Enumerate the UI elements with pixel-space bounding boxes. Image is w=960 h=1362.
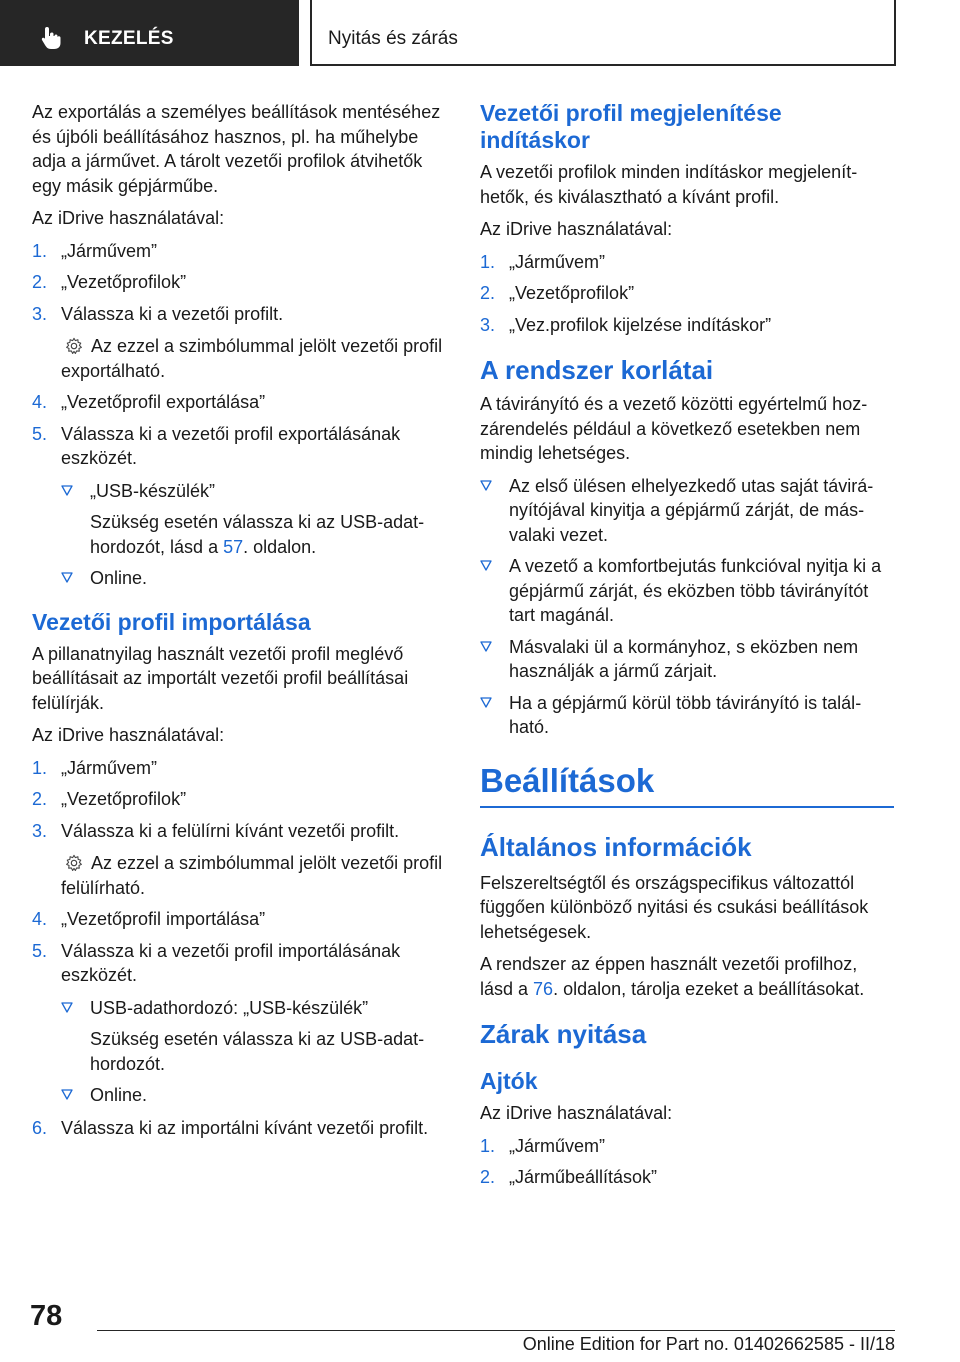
gear-icon	[65, 337, 83, 355]
list-item	[32, 939, 446, 988]
triangle-bullet-icon	[61, 485, 73, 497]
import-heading: Vezetői profil importálása	[32, 608, 311, 635]
import-steps-continued	[32, 907, 446, 988]
list-item	[480, 474, 894, 548]
step-text: „Vezetőprofil exportálása”	[61, 392, 266, 412]
section-tab[interactable]	[0, 0, 299, 66]
list-item	[61, 996, 446, 1077]
list-item	[480, 281, 894, 306]
triangle-bullet-icon	[61, 1002, 73, 1014]
step-text: „Járművem”	[509, 1135, 606, 1156]
triangle-bullet-icon	[480, 641, 492, 653]
list-item	[480, 554, 894, 628]
chapter-tab-label: Nyitás és zárás	[328, 28, 458, 49]
doors-idrive-label: Az iDrive használatával:	[480, 1103, 673, 1123]
limits-list	[480, 474, 894, 740]
list-item	[480, 1134, 894, 1159]
step-number: 2.	[32, 272, 48, 292]
step-number: 2.	[480, 1167, 496, 1187]
step-text: „Vez.profilok kijelzése indításkor”	[509, 314, 772, 335]
import-final-step	[32, 1116, 446, 1141]
settings-heading: Beállítások	[480, 762, 894, 808]
export-device-options	[32, 479, 446, 591]
step-number: 3.	[32, 820, 48, 841]
section-tab-label: KEZELÉS	[84, 28, 174, 49]
export-steps-continued	[32, 390, 446, 471]
step-number: 1.	[32, 757, 48, 778]
list-item	[480, 313, 894, 338]
bullet-text: Az első ülésen elhelyezkedő utas saját távirányítójával kinyitja a gépjármű zárját, de másvalaki vezet.	[509, 475, 874, 545]
option-text: Online.	[90, 1085, 148, 1105]
bullet-text: A vezető a komfortbejutás funkcióval nyitja ki a gépjármű zárját, és eközben több távirányítót tart magánál.	[509, 556, 882, 625]
list-item	[32, 239, 446, 264]
step-text: Válassza ki a vezetői profil exportálásának eszközét.	[61, 423, 401, 468]
note-text: Szükség esetén válassza ki az USB-adathordozót, lásd a	[90, 512, 425, 557]
footer-divider	[97, 1330, 895, 1331]
step-number: 4.	[32, 909, 48, 929]
general-p1: Felszereltségtől és országspecifikus változattól függően különböző nyitási és csukási beállítások lehetségesek.	[480, 872, 869, 942]
import-intro: A pillanatnyilag használt vezetői profil meglévő beállításait az importált vezetői profil beállításai felülírják.	[32, 643, 409, 713]
general-heading: Általános információk	[480, 831, 752, 862]
general-p2	[480, 952, 894, 1001]
export-idrive-label: Az iDrive használatával:	[32, 208, 225, 228]
list-item	[61, 479, 446, 560]
step-number: 6.	[32, 1117, 48, 1138]
edition-text: Online Edition for Part no. 01402662585 - II/18	[522, 1334, 895, 1354]
step-text: „Vezetőprofil importálása”	[61, 909, 266, 929]
page-number: 78	[30, 1300, 63, 1332]
list-item	[480, 1165, 894, 1190]
triangle-bullet-icon	[61, 572, 73, 584]
step-text: „Járműbeállítások”	[509, 1167, 658, 1187]
step-text: „Járművem”	[509, 251, 606, 272]
import-idrive-label: Az iDrive használatával:	[32, 725, 225, 745]
list-item	[32, 756, 446, 781]
triangle-bullet-icon	[61, 1089, 73, 1101]
para-text: A rendszer az éppen használt vezetői profilhoz, lásd a	[480, 954, 858, 999]
page-footer	[0, 1296, 960, 1362]
import-device-options	[32, 996, 446, 1108]
list-item	[480, 691, 894, 740]
display-idrive-label: Az iDrive használatával:	[480, 219, 673, 239]
note-text: . oldalon.	[243, 536, 317, 557]
display-intro: A vezetői profilok minden indításkor megjeleníthetők, és kiválasztható a kívánt profil.	[480, 162, 858, 207]
para-text: . oldalon, tárolja ezeket a beállításokat.	[553, 978, 865, 999]
list-item	[32, 819, 446, 844]
step-number: 5.	[32, 423, 48, 444]
import-steps	[32, 756, 446, 844]
export-symbol-note	[32, 334, 446, 383]
list-item	[32, 1116, 446, 1141]
page-link[interactable]: 57	[223, 536, 244, 557]
step-text: Válassza ki a vezetői profilt.	[61, 303, 284, 324]
step-number: 3.	[32, 303, 48, 324]
step-number: 2.	[32, 789, 48, 809]
step-text: „Vezetőprofilok”	[61, 789, 187, 809]
step-text: „Járművem”	[61, 757, 158, 778]
export-intro: Az exportálás a személyes beállítások mentéséhez és újbóli beállításához hasznos, pl. ha műhelybe adja a járművet. A tárolt vezetői profilok átvihetők egy másik gépjárműbe.	[32, 102, 441, 196]
chapter-tab[interactable]	[310, 0, 896, 66]
page-link[interactable]: 76	[533, 978, 554, 999]
list-item	[32, 302, 446, 327]
import-symbol-note	[32, 851, 446, 900]
step-text: Válassza ki a felülírni kívánt vezetői profilt.	[61, 820, 400, 841]
doors-heading: Ajtók	[480, 1068, 538, 1094]
note-text: Az ezzel a szimbólummal jelölt vezetői profil exportálható.	[61, 336, 443, 381]
triangle-bullet-icon	[480, 560, 492, 572]
left-column	[32, 100, 446, 1148]
step-text: „Vezetőprofilok”	[509, 283, 635, 303]
option-note: Szükség esetén válassza ki az USB-adathordozót.	[90, 1029, 425, 1074]
bullet-text: Ha a gépjármű körül több távirányító is található.	[509, 692, 862, 737]
list-item	[480, 635, 894, 684]
triangle-bullet-icon	[480, 697, 492, 709]
list-item	[61, 1083, 446, 1108]
triangle-bullet-icon	[480, 480, 492, 492]
step-number: 2.	[480, 283, 496, 303]
list-item	[480, 250, 894, 275]
doors-steps	[480, 1134, 894, 1190]
unlock-heading: Zárak nyitása	[480, 1019, 647, 1049]
step-text: Válassza ki a vezetői profil importálásának eszközét.	[61, 940, 401, 985]
right-column	[480, 100, 894, 1198]
list-item	[32, 390, 446, 415]
step-number: 3.	[480, 314, 496, 335]
option-text: USB-adathordozó: „USB-készülék”	[90, 997, 369, 1018]
list-item	[32, 422, 446, 471]
page-header	[0, 0, 960, 66]
step-text: „Vezetőprofilok”	[61, 272, 187, 292]
gear-icon	[65, 854, 83, 872]
step-number: 4.	[32, 392, 48, 412]
list-item	[32, 787, 446, 812]
display-steps	[480, 250, 894, 338]
option-text: Online.	[90, 568, 148, 588]
step-number: 1.	[480, 251, 496, 272]
step-text: Válassza ki az importálni kívánt vezetői profilt.	[61, 1117, 429, 1138]
option-note	[90, 510, 446, 559]
limits-heading: A rendszer korlátai	[480, 355, 714, 385]
list-item	[32, 907, 446, 932]
list-item	[61, 566, 446, 591]
note-text: Az ezzel a szimbólummal jelölt vezetői profil felülírható.	[61, 853, 443, 898]
step-text: „Járművem”	[61, 240, 158, 261]
export-steps	[32, 239, 446, 327]
bullet-text: Másvalaki ül a kormányhoz, s eközben nem használják a jármű zárjait.	[509, 636, 859, 681]
option-text: „USB-készülék”	[90, 480, 216, 501]
list-item	[32, 270, 446, 295]
step-number: 1.	[480, 1135, 496, 1156]
step-number: 5.	[32, 940, 48, 961]
display-heading: Vezetői profil megjelenítése indításkor	[480, 100, 782, 153]
step-number: 1.	[32, 240, 48, 261]
pointing-hand-icon	[38, 25, 64, 51]
limits-intro: A távirányító és a vezető közötti egyértelmű hozzárendelés például a következő esetekben nem mindig lehetséges.	[480, 394, 868, 463]
